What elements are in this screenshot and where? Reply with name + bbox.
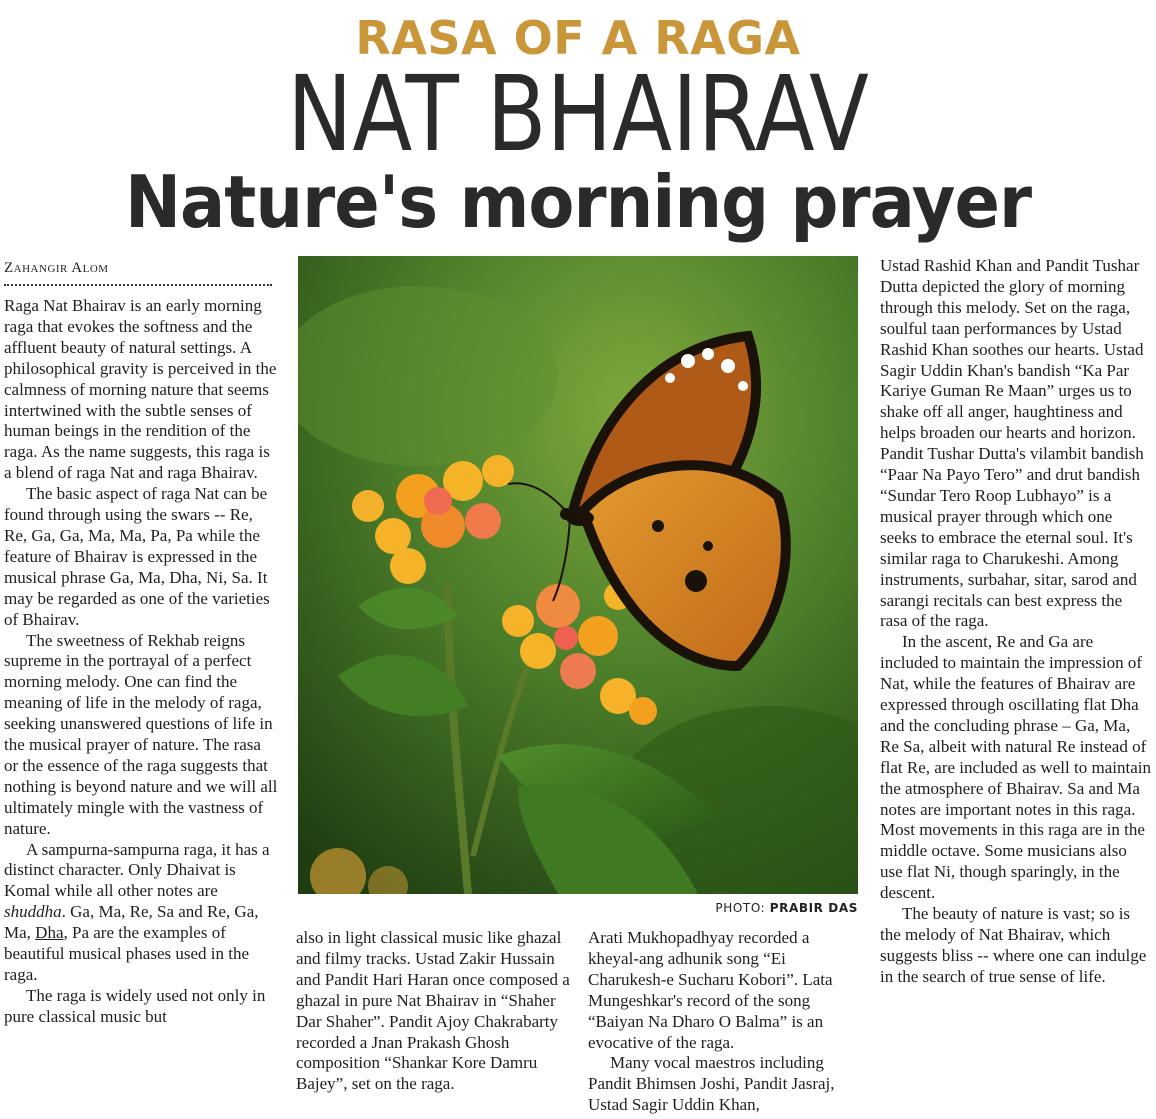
paragraph: also in light classical music like ghazal and filmy tracks. Ustad Zakir Hussain and Pandit Hari Haran once composed a ghazal in pure Nat Bhairav in “Shaher Dar Shaher”. Pandit Ajoy Chakrabarty recorded a Jnan Prakash Ghosh composition “Shankar Kore Damru Bajey”, set on the raga. <box>296 928 570 1094</box>
butterfly-photo <box>298 256 858 894</box>
paragraph: Ustad Rashid Khan and Pandit Tushar Dutta depicted the glory of morning through this melody. Set on the raga, soulful taan performances by Ustad Rashid Khan soothes our hearts. Ustad Sagir Uddin Khan's bandish “Ka Par Kariye Guman Re Maan” urges us to shake off all anger, haughtiness and helps broaden our hearts and horizon. Pandit Tushar Dutta's vilambit bandish “Paar Na Payo Tero” and drut bandish “Sundar Tero Roop Lubhayo” is a musical prayer through which one seeks to embrace the eternal soul. It's similar raga to Charukeshi. Among instruments, surbahar, sitar, sarod and sarangi recitals can best express the rasa of the raga. <box>880 256 1144 631</box>
paragraph: The basic aspect of raga Nat can be found through using the swars -- Re, Re, Ga, Ga, Ma, Ma, Pa, Pa while the feature of Bhairav is expressed in the musical phrase Ga, Ma, Dha, Ni, Sa. It may be regarded as one of the varieties of Bhairav. <box>4 484 270 629</box>
photo-credit: PHOTO: PRABIR DAS <box>715 901 858 915</box>
paragraph: Raga Nat Bhairav is an early morning raga that evokes the softness and the affluent beauty of natural settings. A philosophical gravity is perceived in the calmness of morning nature that seems intertwined with the subtle senses of human beings in the rendition of the raga. As the name suggests, this raga is a blend of raga Nat and raga Bhairav. <box>4 296 277 483</box>
paragraph: The beauty of nature is vast; so is the melody of Nat Bhairav, which suggests bliss -- where one can indulge in the search of true sense of life. <box>880 904 1147 986</box>
page-subtitle: Nature's morning prayer <box>124 160 1032 244</box>
paragraph: Arati Mukhopadhyay recorded a kheyal-ang adhunik song “Ei Charukesh-e Sucharu Kobori”. Lata Mungeshkar's record of the song “Baiyan Na Dharo O Balma” is an evocative of the raga. <box>588 928 833 1052</box>
italic-term: shuddha <box>4 902 62 922</box>
byline-divider <box>4 280 272 286</box>
article-column-2 <box>296 928 570 1095</box>
article-column-3 <box>588 928 862 1116</box>
byline: Zahangir Alom <box>4 260 109 276</box>
article-column-1 <box>4 258 278 1028</box>
paragraph: The raga is widely used not only in pure classical music but <box>4 985 266 1026</box>
article-column-4 <box>880 256 1152 988</box>
paragraph: A sampurna-sampurna raga, it has a distinct character. Only Dhaivat is Komal while all other notes are shuddha. Ga, Ma, Re, Sa and Re, Ga, Ma, Dha, Pa are the examples of beautiful musical phases used in the raga. <box>4 839 270 984</box>
paragraph: In the ascent, Re and Ga are included to maintain the impression of Nat, while the features of Bhairav are expressed through oscillating flat Dha and the concluding phrase – Ga, Ma, Re Sa, albeit with natural Re instead of flat Re, are included as well to maintain the atmosphere of Bhairav. Sa and Ma notes are important notes in this raga. Most movements in this raga are in the middle octave. Some musicians also use flat Ni, though sparingly, in the descent. <box>880 632 1151 903</box>
kicker-heading: RASA OF A RAGA <box>355 11 801 65</box>
paragraph: Many vocal maestros including Pandit Bhimsen Joshi, Pandit Jasraj, Ustad Sagir Uddin Khan, <box>588 1053 835 1115</box>
paragraph: The sweetness of Rekhab reigns supreme in the portrayal of a perfect morning melody. One can find the meaning of life in the melody of raga, seeking unanswered questions of life in the musical prayer of nature. The rasa or the essence of the raga suggests that nothing is beyond nature and we will all ultimately mingle with the vastness of nature. <box>4 630 278 838</box>
underlined-term: Dha <box>35 923 64 943</box>
page-title: NAT BHAIRAV <box>287 53 869 175</box>
